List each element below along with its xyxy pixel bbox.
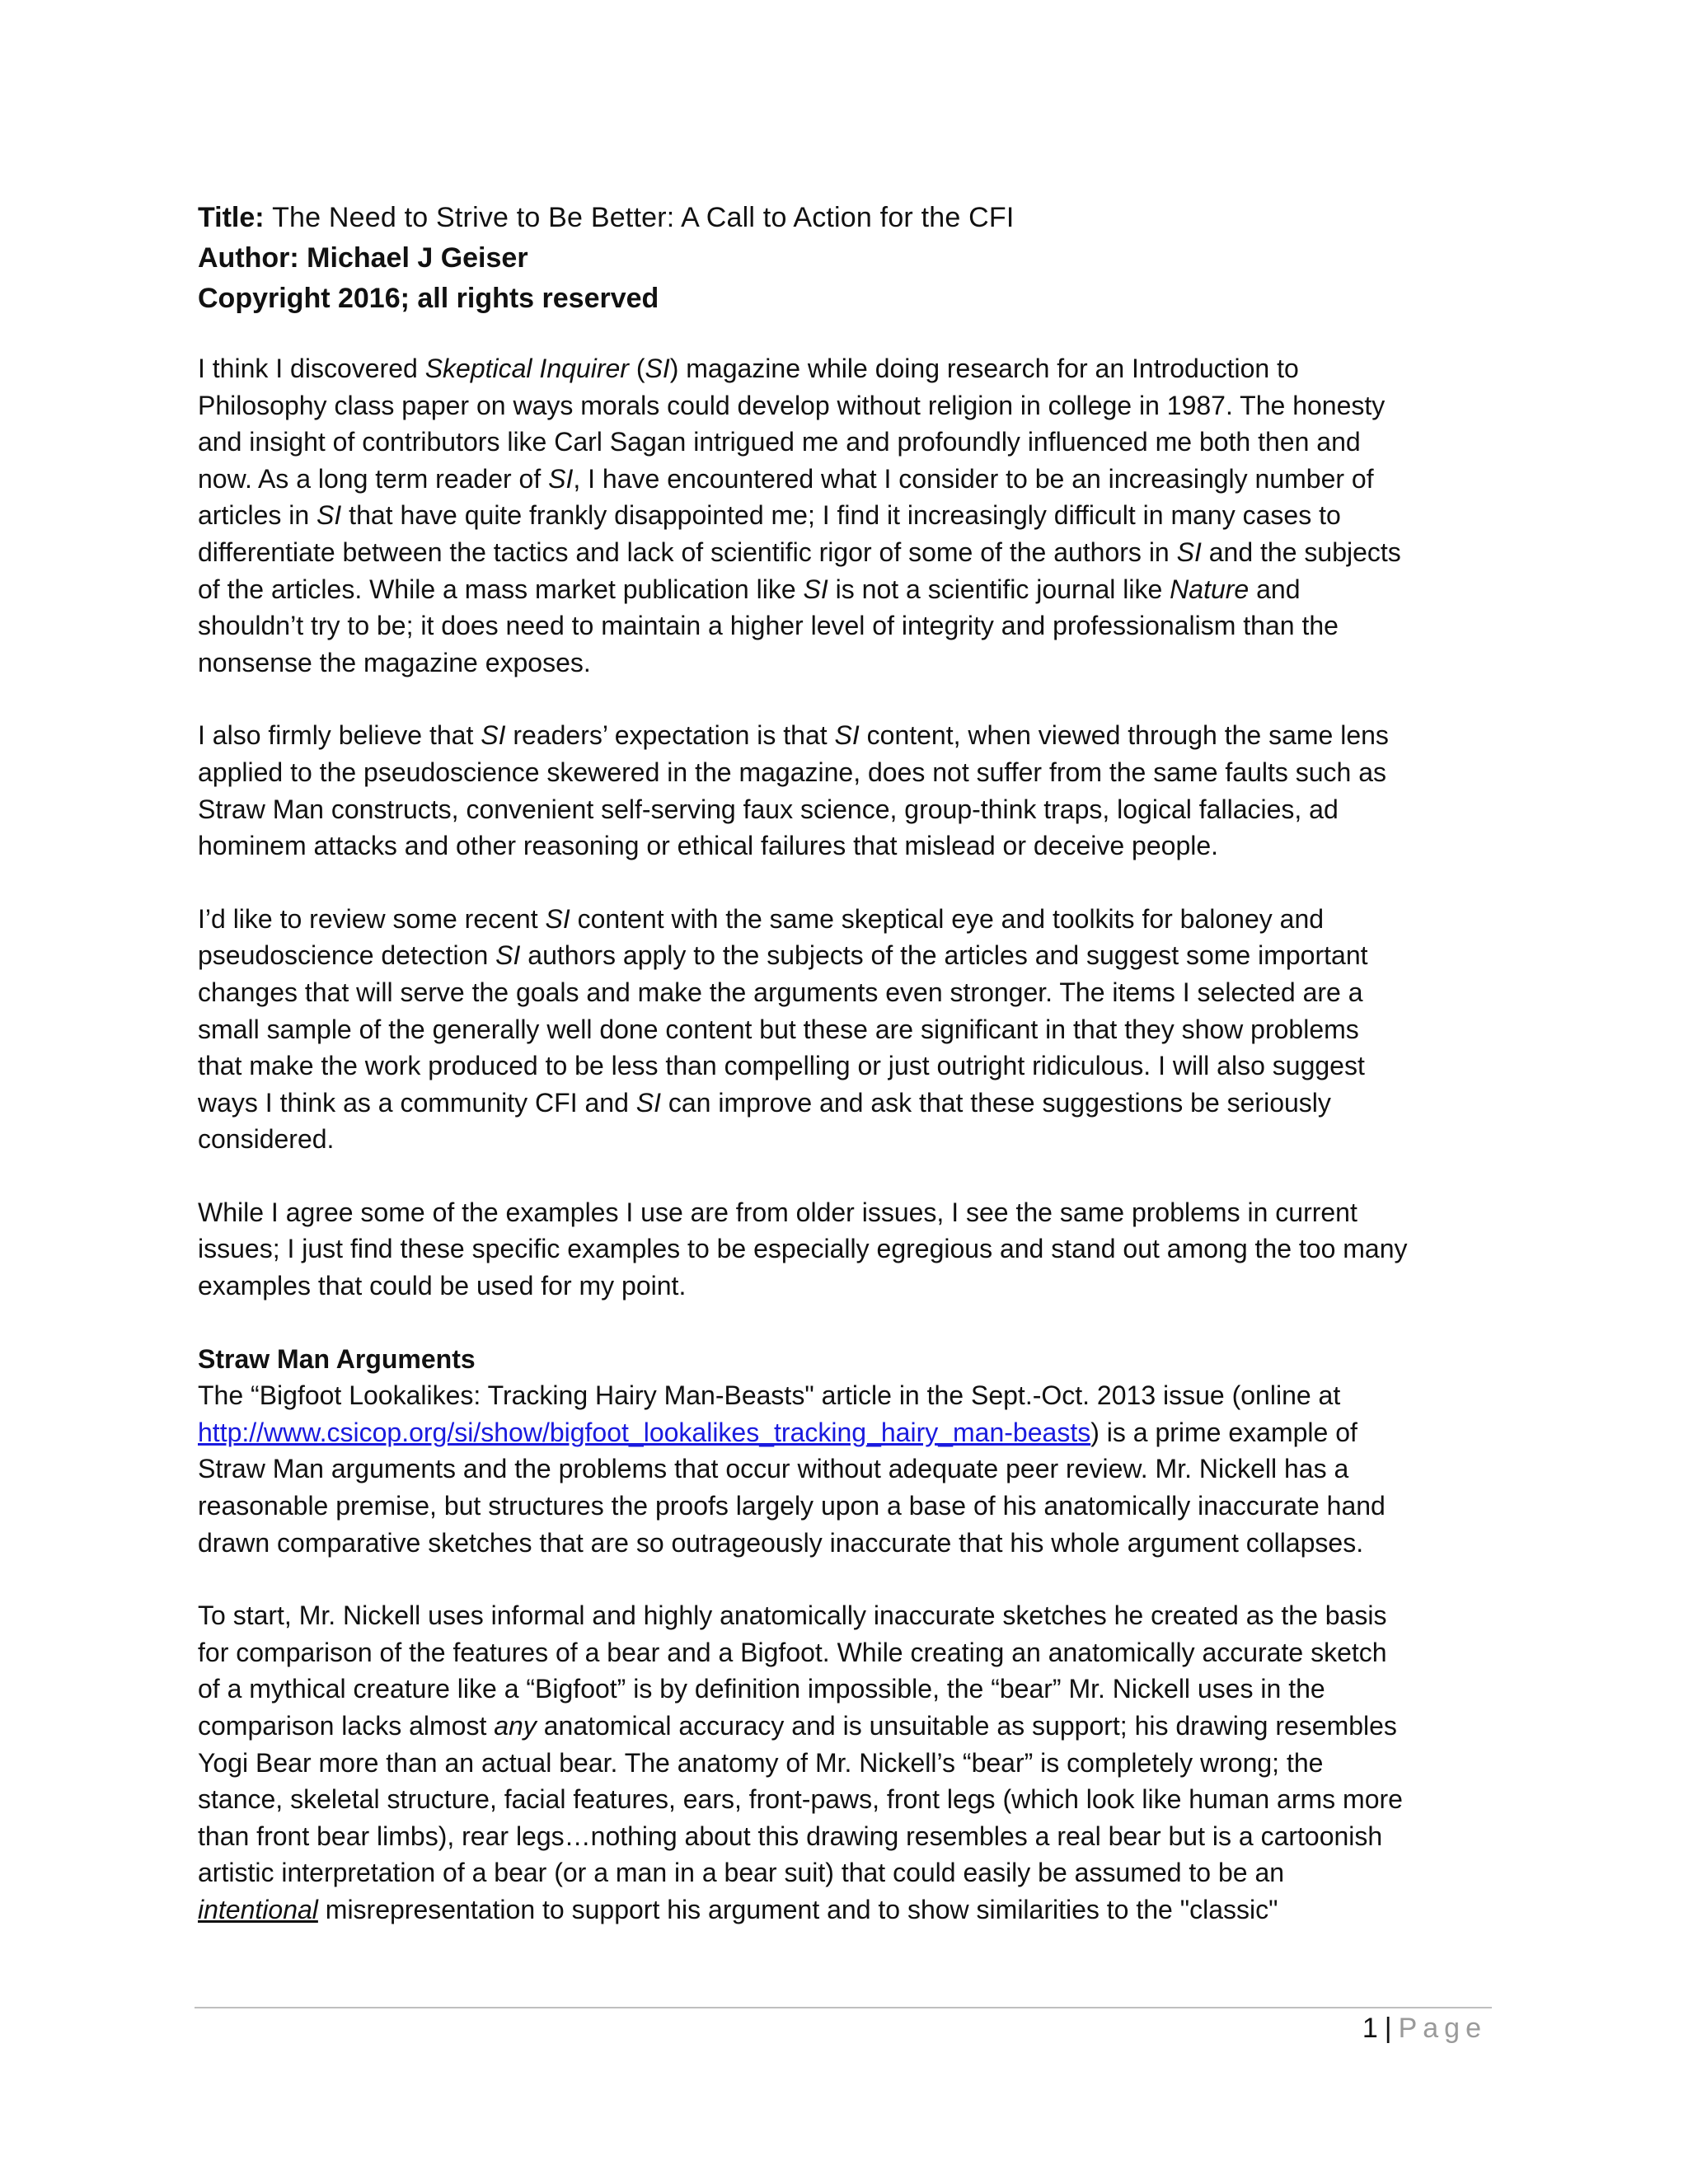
footer-separator: |: [1384, 2013, 1392, 2044]
paragraph-1: I think I discovered Skeptical Inquirer (SI) magazine while doing research for an Introduction to Philosophy class paper on ways morals could develop without religion in college in 1987. The honesty and insight of contributors like Carl Sagan intrigued me and profoundly influenced me both then and now. As a long term reader of SI, I have encountered what I consider to be an increasingly number of articles in SI that have quite frankly disappointed me; I find it increasingly difficult in many cases to differentiate between the tactics and lack of scientific rigor of some of the authors in SI and the subjects of the articles. While a mass market publication like SI is not a scientific journal like Nature and shouldn’t try to be; it does need to maintain a higher level of integrity and professionalism than the nonsense the magazine exposes.: [198, 354, 1401, 677]
footer-divider: [195, 2007, 1492, 2008]
paragraph-2: I also firmly believe that SI readers’ expectation is that SI content, when viewed through the same lens applied to the pseudoscience skewered in the magazine, does not suffer from the same faults such as Straw Man constructs, convenient self-serving faux science, group-think traps, logical fallacies, ad hominem attacks and other reasoning or ethical failures that mislead or deceive people.: [198, 720, 1389, 861]
title-line: [198, 198, 1508, 238]
paragraph-5: The “Bigfoot Lookalikes: Tracking Hairy Man-Beasts" article in the Sept.-Oct. 2013 issue (online at http://www.csicop.org/si/show/bigfoot_lookalikes_tracking_hairy_man-beasts) is a prime example of Straw Man arguments and the problems that occur without adequate peer review. Mr. Nickell has a reasonable premise, but structures the proofs largely upon a base of his anatomically inaccurate hand drawn comparative sketches that are so outrageously inaccurate that his whole argument collapses.: [198, 1380, 1386, 1558]
document-title: The Need to Strive to Be Better: A Call to Action for the CFI: [272, 202, 1015, 233]
paragraph-6: To start, Mr. Nickell uses informal and highly anatomically inaccurate sketches he created as the basis for comparison of the features of a bear and a Bigfoot. While creating an anatomically accurate sketch of a mythical creature like a “Bigfoot” is by definition impossible, the “bear” Mr. Nickell uses in the comparison lacks almost any anatomical accuracy and is unsuitable as support; his drawing resembles Yogi Bear more than an actual bear. The anatomy of Mr. Nickell’s “bear” is completely wrong; the stance, skeletal structure, facial features, ears, front-paws, front legs (which look like human arms more than front bear limbs), rear legs…nothing about this drawing resembles a real bear but is a cartoonish artistic interpretation of a bear (or a man in a bear suit) that could easily be assumed to be an intentional misrepresentation to support his argument and to show similarities to the "classic": [198, 1601, 1403, 1924]
paragraph-4: While I agree some of the examples I use are from older issues, I see the same problems in current issues; I just find these specific examples to be especially egregious and stand out among the too many examples that could be used for my point.: [198, 1197, 1408, 1301]
page-footer: [1362, 2008, 1487, 2049]
copyright-line: Copyright 2016; all rights reserved: [198, 283, 659, 314]
section-heading: Straw Man Arguments: [198, 1343, 476, 1374]
article-link[interactable]: http://www.csicop.org/si/show/bigfoot_lookalikes_tracking_hairy_man-beasts: [198, 1417, 1091, 1447]
document-body: [198, 198, 1508, 1929]
title-label: Title:: [198, 202, 265, 233]
page-label: Page: [1398, 2013, 1487, 2044]
author-line: Author: Michael J Geiser: [198, 242, 528, 274]
page-number: 1: [1362, 2013, 1378, 2044]
paragraph-3: I’d like to review some recent SI content with the same skeptical eye and toolkits for baloney and pseudoscience detection SI authors apply to the subjects of the articles and suggest some important changes that will serve the goals and make the arguments even stronger. The items I selected are a small sample of the generally well done content but these are significant in that they show problems that make the work produced to be less than compelling or just outright ridiculous. I will also suggest ways I think as a community CFI and SI can improve and ask that these suggestions be seriously considered.: [198, 903, 1368, 1155]
